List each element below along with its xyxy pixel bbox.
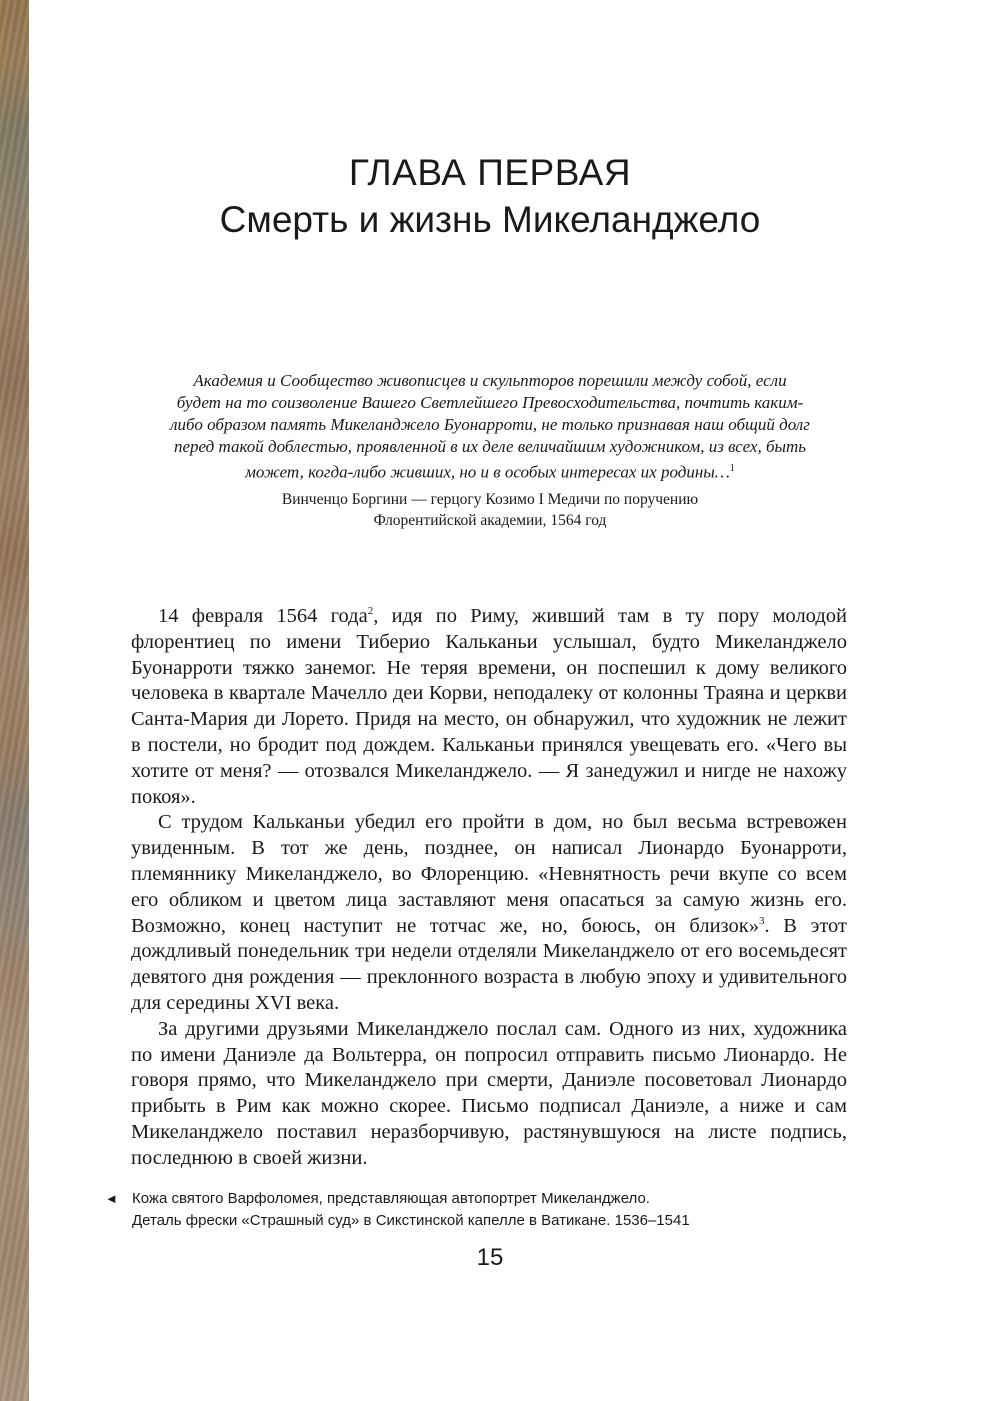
footnote-ref: 1 (729, 463, 735, 474)
epigraph-quote-text: Академия и Сообщество живописцев и скульпторов порешили между собой, если будет на то соизволение Вашего Светлейшего Превосходительства, почтить каким-либо образом память Микеланджело Буонарроти, не только признавая наш общий долг перед такой доблестью, проявленной в их деле величайшим художником, из всех, быть может, когда-либо живших, но и в особых интересах их родины… (170, 371, 810, 482)
epigraph-source (170, 489, 810, 531)
epigraph-source-line: Винченцо Боргини — герцогу Козимо I Медичи по поручению (281, 490, 699, 508)
fresco-image-strip (0, 0, 29, 1401)
epigraph-source-line: Флорентийской академии, 1564 год (373, 511, 607, 529)
image-caption (105, 1188, 865, 1232)
caption-line: Кожа святого Варфоломея, представляющая автопортрет Микеланджело. (132, 1190, 650, 1207)
chapter-title: Смерть и жизнь Микеланджело (219, 199, 761, 240)
footnote-ref: 3 (758, 914, 765, 927)
chapter-heading (130, 150, 850, 244)
left-arrow-icon: ◄ (105, 1191, 118, 1206)
caption-line: Деталь фрески «Страшный суд» в Сикстинской капелле в Ватикане. 1536–1541 (132, 1212, 690, 1229)
paragraph-text: , идя по Риму, живший там в ту пору молодой флорентиец по имени Тиберио Кальканьи услышал, будто Микеланджело Буонарроти тяжко занемог. Не теряя времени, он поспешил к дому великого человека в квартале Мачелло деи Корви, неподалеку от колонны Траяна и церкви Санта-Мария ди Лорето. Придя на место, он обнаружил, что художник не лежит в постели, но бродит под дождем. Кальканьи принялся увещевать его. «Чего вы хотите от меня? — отозвался Микеланджело. — Я занедужил и нигде не нахожу покоя». (131, 605, 847, 808)
page-number: 15 (476, 1244, 504, 1271)
epigraph-quote (170, 370, 810, 484)
main-text (131, 604, 847, 1172)
chapter-label: ГЛАВА ПЕРВАЯ (348, 152, 632, 193)
paragraph (131, 810, 847, 1016)
paragraph (131, 604, 847, 810)
epigraph (170, 370, 810, 531)
paragraph-text: 14 февраля 1564 года (158, 605, 368, 627)
footnote-ref: 2 (367, 605, 374, 618)
paragraph-text: . В этот дождливый понедельник три недели отделяли Микеланджело от его восемьдесят девятого дня рождения — преклонного возраста в любую эпоху и удивительного для середины XVI века. (131, 914, 847, 1014)
paragraph: За другими друзьями Микеланджело послал сам. Одного из них, художника по имени Даниэле да Вольтерра, он попросил отправить письмо Лионардо. Не говоря прямо, что Микеланджело при смерти, Даниэле посоветовал Лионардо прибыть в Рим как можно скорее. Письмо подписал Даниэле, а ниже и сам Микеланджело поставил неразборчивую, растянувшуюся на листе подпись, последнюю в своей жизни. (131, 1017, 847, 1169)
paragraph-text: С трудом Кальканьи убедил его пройти в дом, но был весьма встревожен увиденным. В тот же день, позднее, он написал Лионардо Буонарроти, племяннику Микеланджело, во Флоренцию. «Невнятность речи вкупе со всем его обликом и цветом лица заставляют меня опасаться за самую жизнь его. Возможно, конец наступит не тотчас же, но, боюсь, он близок» (131, 811, 847, 937)
